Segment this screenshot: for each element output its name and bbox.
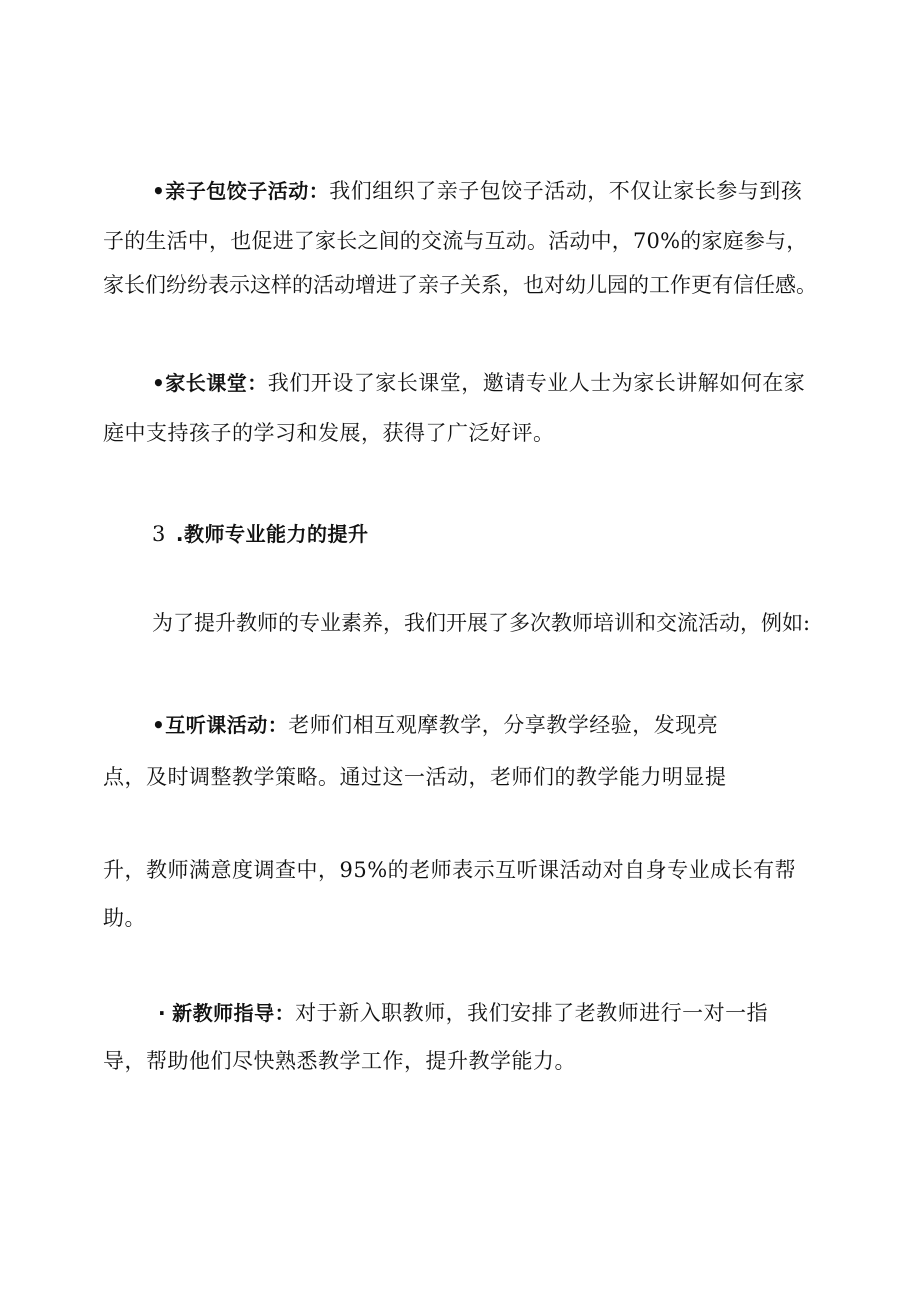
peer-heading: 互听课活动： xyxy=(165,713,289,737)
dumpling-line-2: 子的生活中，也促进了家长之间的交流与互动。活动中，70%的家庭参与， xyxy=(103,229,808,253)
classroom-line-2: 庭中支持孩子的学习和发展，获得了广泛好评。 xyxy=(103,421,555,445)
dumpling-line-3: 家长们纷纷表示这样的活动增进了亲子关系，也对幼儿园的工作更有信任感。 xyxy=(103,273,817,297)
section-3-title: .教师专业能力的提升 xyxy=(175,522,369,546)
peer-line-3: 升，教师满意度调查中，95%的老师表示互听课活动对自身专业成长有帮 xyxy=(103,858,797,882)
section-3-heading xyxy=(152,519,368,549)
peer-text: 老师们相互观摩教学，分享教学经验，发现亮 xyxy=(288,713,719,737)
peer-line-4: 助。 xyxy=(103,906,146,930)
dumpling-bullet: • xyxy=(152,179,166,203)
mentor-line-2: 导，帮助他们尽快熟悉教学工作，提升教学能力。 xyxy=(103,1049,576,1073)
mentor-line-1 xyxy=(158,998,768,1028)
classroom-heading: 家长课堂： xyxy=(165,371,268,395)
classroom-text: 我们开设了家长课堂，邀请专业人士为家长讲解如何在家 xyxy=(267,371,806,395)
dumpling-line-1 xyxy=(152,176,802,206)
section-3-intro: 为了提升教师的专业素养，我们开展了多次教师培训和交流活动，例如: xyxy=(152,611,811,635)
peer-line-1 xyxy=(152,710,718,740)
peer-line-2: 点，及时调整教学策略。通过这一活动，老师们的教学能力明显提 xyxy=(103,765,727,789)
dumpling-heading: 亲子包饺子活动： xyxy=(165,179,330,203)
classroom-bullet: • xyxy=(152,371,166,395)
mentor-bullet: · xyxy=(158,1001,167,1025)
section-3-number: 3 xyxy=(152,522,166,546)
mentor-text: 对于新入职教师，我们安排了老教师进行一对一指 xyxy=(295,1001,769,1025)
dumpling-text: 我们组织了亲子包饺子活动，不仅让家长参与到孩 xyxy=(329,179,803,203)
mentor-heading: 新教师指导： xyxy=(172,1001,296,1025)
classroom-line-1 xyxy=(152,368,805,398)
peer-bullet: • xyxy=(152,713,166,737)
